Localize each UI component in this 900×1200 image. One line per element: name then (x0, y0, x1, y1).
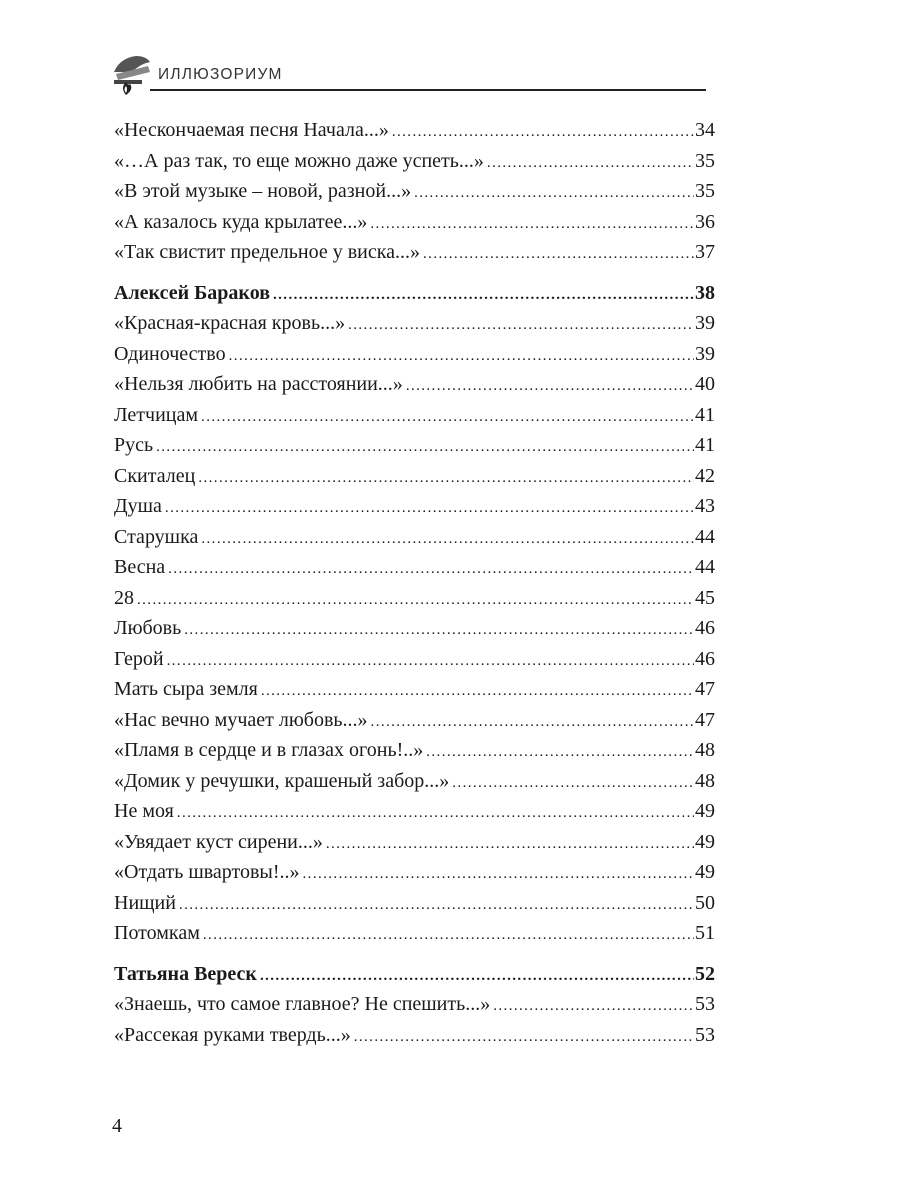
dot-leader (184, 613, 694, 646)
toc-entry-title: Одиночество (114, 342, 226, 365)
dot-leader (198, 461, 694, 494)
dot-leader (487, 146, 694, 179)
dot-leader (354, 1020, 694, 1053)
toc-entry[interactable] (114, 115, 715, 146)
toc-entry[interactable] (114, 674, 715, 705)
dot-leader (452, 766, 694, 799)
toc-entry[interactable] (114, 491, 715, 522)
toc-entry-page: 47 (695, 678, 715, 700)
dot-leader (229, 339, 694, 372)
toc-entry-page: 43 (695, 495, 715, 517)
toc-entry[interactable] (114, 308, 715, 339)
toc-entry[interactable] (114, 522, 715, 553)
toc-entry[interactable] (114, 430, 715, 461)
toc-entry-title: «Отдать швартовы!..» (114, 861, 300, 883)
dot-leader (426, 735, 694, 768)
toc-entry-page: 36 (695, 210, 715, 233)
toc-entry-title: Летчицам (114, 403, 199, 426)
dot-leader (326, 827, 694, 860)
toc-entry[interactable] (114, 461, 715, 492)
toc-entry-title: «Увядает куст сирени...» (114, 830, 323, 853)
toc-entry[interactable] (114, 339, 715, 370)
header-title: ИЛЛЮЗОРИУМ (158, 66, 283, 83)
dot-leader (392, 115, 694, 148)
dot-leader (167, 644, 694, 677)
toc-entry-page: 50 (695, 891, 715, 914)
toc-entry[interactable] (114, 400, 715, 431)
toc-entry-title: Не моя (114, 800, 174, 822)
toc-entry-title: «Знаешь, что самое главное? Не спешить...» (114, 993, 491, 1015)
running-header (110, 48, 706, 98)
toc-entry-page: 44 (695, 556, 715, 578)
dot-leader (201, 400, 694, 433)
toc-entry-page: 48 (695, 739, 715, 761)
dot-leader (348, 308, 694, 341)
dot-leader (303, 857, 694, 890)
toc-entry-page: 44 (695, 525, 715, 548)
dot-leader (260, 959, 694, 992)
toc-entry-page: 41 (695, 403, 715, 426)
dot-leader (203, 918, 694, 951)
dot-leader (423, 237, 694, 270)
toc-entry-page: 40 (695, 373, 715, 395)
toc-entry[interactable] (114, 207, 715, 238)
toc-entry-page: 53 (695, 1023, 715, 1046)
dot-leader (370, 207, 694, 240)
toc-entry[interactable] (114, 369, 715, 400)
toc-entry[interactable] (114, 613, 715, 644)
toc-entry-title: «Нас вечно мучает любовь...» (114, 708, 368, 731)
toc-entry-page: 41 (695, 434, 715, 456)
toc-entry-page: 35 (695, 149, 715, 172)
toc-section-heading[interactable] (114, 959, 715, 990)
toc-entry-title: Скиталец (114, 464, 196, 487)
table-of-contents (114, 115, 715, 1050)
toc-entry-title: «Рассекая руками твердь...» (114, 1023, 351, 1046)
dot-leader (156, 430, 694, 463)
section-page: 38 (695, 281, 715, 304)
dot-leader (371, 705, 694, 738)
toc-entry-page: 45 (695, 586, 715, 609)
dot-leader (177, 796, 694, 829)
dot-leader (137, 583, 694, 616)
dot-leader (261, 674, 694, 707)
dot-leader (406, 369, 694, 402)
section-author-name: Алексей Бараков (114, 281, 270, 304)
toc-entry-page: 42 (695, 464, 715, 487)
toc-entry-page: 47 (695, 708, 715, 731)
toc-section-heading[interactable] (114, 278, 715, 309)
toc-entry-page: 39 (695, 312, 715, 334)
header-rule (150, 89, 706, 91)
toc-entry[interactable] (114, 1020, 715, 1051)
dot-leader (165, 491, 694, 524)
toc-entry-page: 35 (695, 180, 715, 202)
toc-entry-page: 46 (695, 647, 715, 670)
toc-entry-title: «…А раз так, то еще можно даже успеть...» (114, 149, 484, 172)
dot-leader (493, 989, 694, 1022)
toc-entry[interactable] (114, 735, 715, 766)
toc-entry[interactable] (114, 552, 715, 583)
toc-entry-title: «Так свистит предельное у виска...» (114, 241, 421, 263)
toc-entry-page: 37 (695, 241, 715, 263)
toc-entry-title: «В этой музыке – новой, разной...» (114, 180, 412, 202)
toc-entry-page: 48 (695, 769, 715, 792)
toc-entry-title: Любовь (114, 617, 182, 639)
toc-entry-page: 53 (695, 993, 715, 1015)
toc-entry-title: Мать сыра земля (114, 678, 258, 700)
toc-entry-page: 49 (695, 830, 715, 853)
toc-entry[interactable] (114, 827, 715, 858)
toc-entry-page: 49 (695, 800, 715, 822)
toc-entry[interactable] (114, 705, 715, 736)
toc-entry[interactable] (114, 888, 715, 919)
dot-leader (414, 176, 694, 209)
section-author-name: Татьяна Вереск (114, 962, 257, 985)
toc-entry-title: Нищий (114, 891, 176, 914)
dot-leader (168, 552, 694, 585)
toc-entry[interactable] (114, 237, 715, 268)
toc-entry-title: Весна (114, 556, 166, 578)
section-page: 52 (695, 962, 715, 985)
toc-entry-title: «Нескончаемая песня Начала...» (114, 119, 389, 141)
toc-entry[interactable] (114, 583, 715, 614)
toc-entry-title: Потомкам (114, 922, 200, 944)
toc-entry-page: 51 (695, 922, 715, 944)
toc-entry[interactable] (114, 918, 715, 949)
toc-entry-title: Душа (114, 495, 162, 517)
toc-entry-title: 28 (114, 586, 134, 609)
toc-entry[interactable] (114, 146, 715, 177)
toc-entry-page: 39 (695, 342, 715, 365)
toc-entry-page: 34 (695, 119, 715, 141)
toc-entry[interactable] (114, 857, 715, 888)
toc-entry-page: 49 (695, 861, 715, 883)
toc-entry-title: Русь (114, 434, 154, 456)
toc-entry-title: «Пламя в сердце и в глазах огонь!..» (114, 739, 424, 761)
toc-entry-title: «Красная-красная кровь...» (114, 312, 346, 334)
toc-entry-title: «А казалось куда крылатее...» (114, 210, 368, 233)
toc-entry-title: «Домик у речушки, крашеный забор...» (114, 769, 450, 792)
toc-entry[interactable] (114, 989, 715, 1020)
toc-entry-title: Герой (114, 647, 164, 670)
toc-entry[interactable] (114, 176, 715, 207)
dot-leader (179, 888, 694, 921)
dot-leader (273, 278, 694, 311)
page-number: 4 (112, 1115, 122, 1137)
toc-entry-title: «Нельзя любить на расстоянии...» (114, 373, 403, 395)
toc-entry[interactable] (114, 796, 715, 827)
inkwell-flame-logo-icon (110, 52, 154, 96)
dot-leader (201, 522, 694, 555)
toc-entry[interactable] (114, 644, 715, 675)
toc-entry-title: Старушка (114, 525, 199, 548)
toc-entry-page: 46 (695, 617, 715, 639)
toc-entry[interactable] (114, 766, 715, 797)
